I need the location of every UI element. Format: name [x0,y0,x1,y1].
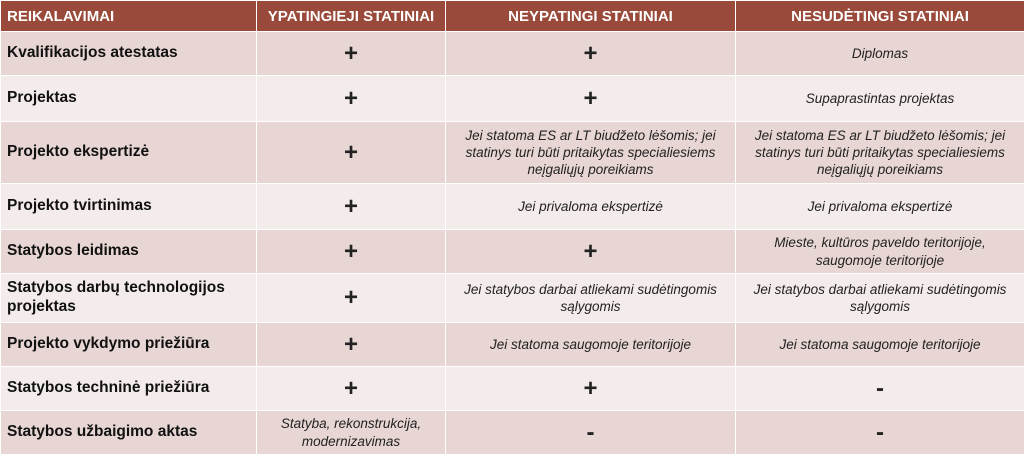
ypatingieji-cell: + [257,323,446,367]
requirement-cell: Statybos techninė priežiūra [1,367,257,411]
table-row [1,367,1024,411]
header-row [1,1,1024,32]
header-cell: YPATINGIEJI STATINIAI [257,1,446,32]
requirement-cell: Projekto vykdymo priežiūra [1,323,257,367]
ypatingieji-cell: + [257,32,446,76]
ypatingieji-cell: + [257,274,446,323]
neypatingi-cell: Jei statoma saugomoje teritorijoje [446,323,736,367]
neypatingi-cell: - [446,411,736,455]
header-cell: NEYPATINGI STATINIAI [446,1,736,32]
nesudetingi-cell: Diplomas [736,32,1024,76]
neypatingi-cell: Jei statoma ES ar LT biudžeto lėšomis; jei statinys turi būti pritaikytas specialiesiems neįgaliųjų poreikiams [446,122,736,184]
nesudetingi-cell: Jei statoma ES ar LT biudžeto lėšomis; jei statinys turi būti pritaikytas specialiesiems neįgaliųjų poreikiams [736,122,1024,184]
table-row [1,32,1024,76]
header-cell: REIKALAVIMAI [1,1,257,32]
nesudetingi-cell: - [736,367,1024,411]
ypatingieji-cell: + [257,184,446,230]
neypatingi-cell: Jei statybos darbai atliekami sudėtingomis sąlygomis [446,274,736,323]
requirement-cell: Statybos užbaigimo aktas [1,411,257,455]
requirement-cell: Projekto ekspertizė [1,122,257,184]
nesudetingi-cell: Jei statybos darbai atliekami sudėtingomis sąlygomis [736,274,1024,323]
requirement-cell: Kvalifikacijos atestatas [1,32,257,76]
ypatingieji-cell: + [257,367,446,411]
table-row [1,274,1024,323]
table-row [1,323,1024,367]
requirement-cell: Statybos leidimas [1,230,257,274]
neypatingi-cell: + [446,76,736,122]
requirement-cell: Statybos darbų technologijos projektas [1,274,257,323]
table-row [1,230,1024,274]
ypatingieji-cell: Statyba, rekonstrukcija, modernizavimas [257,411,446,455]
ypatingieji-cell: + [257,122,446,184]
ypatingieji-cell: + [257,76,446,122]
table-row [1,122,1024,184]
neypatingi-cell: + [446,230,736,274]
nesudetingi-cell: Jei statoma saugomoje teritorijoje [736,323,1024,367]
nesudetingi-cell: Jei privaloma ekspertizė [736,184,1024,230]
requirement-cell: Projektas [1,76,257,122]
neypatingi-cell: Jei privaloma ekspertizė [446,184,736,230]
table-row [1,184,1024,230]
table-row [1,411,1024,455]
nesudetingi-cell: - [736,411,1024,455]
nesudetingi-cell: Mieste, kultūros paveldo teritorijoje, saugomoje teritorijoje [736,230,1024,274]
nesudetingi-cell: Supaprastintas projektas [736,76,1024,122]
header-cell: NESUDĖTINGI STATINIAI [736,1,1024,32]
neypatingi-cell: + [446,367,736,411]
ypatingieji-cell: + [257,230,446,274]
table-row [1,76,1024,122]
neypatingi-cell: + [446,32,736,76]
requirement-cell: Projekto tvirtinimas [1,184,257,230]
